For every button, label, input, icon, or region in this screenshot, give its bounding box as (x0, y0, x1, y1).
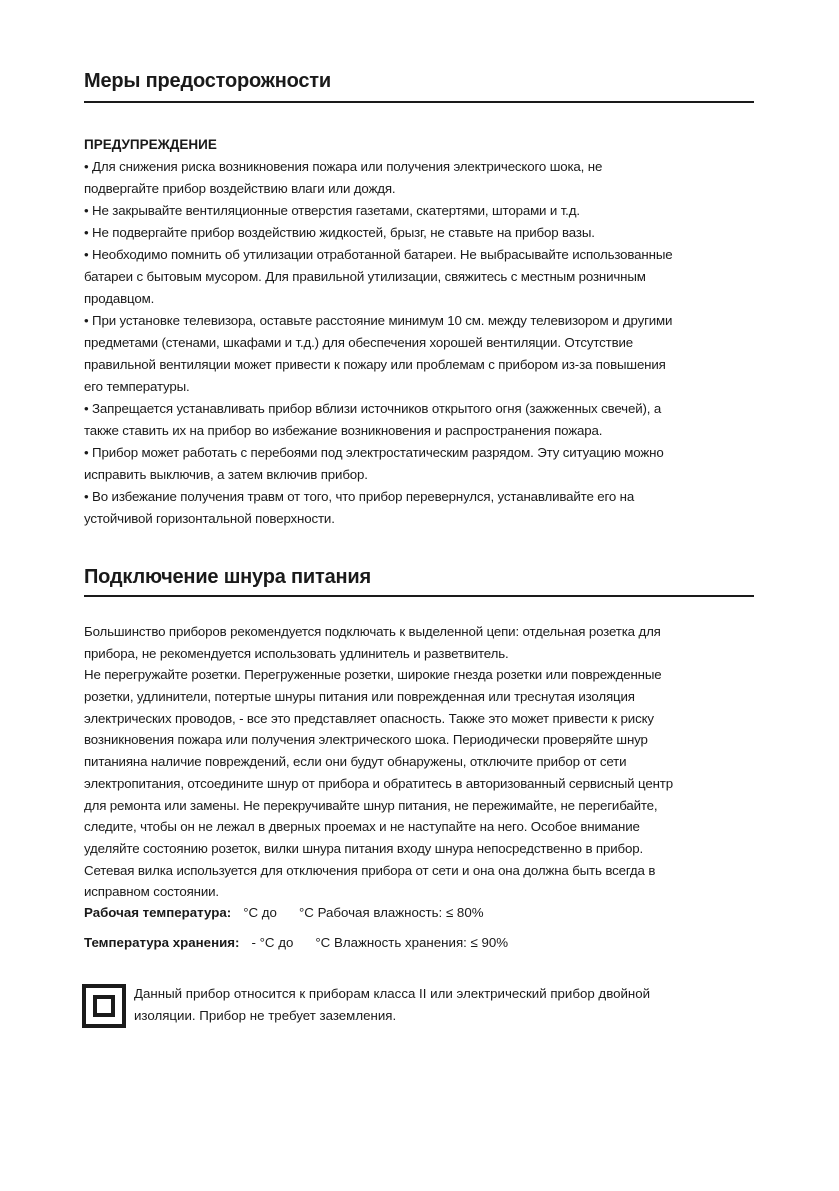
warning-item-line: • Не подвергайте прибор воздействию жидкостей, брызг, не ставьте на прибор вазы. (84, 225, 595, 240)
warning-item-line: продавцом. (84, 291, 155, 306)
warning-item-line: подвергайте прибор воздействию влаги или дождя. (84, 181, 396, 196)
section-title-power-cord: Подключение шнура питания (84, 566, 371, 588)
warning-item-line: его температуры. (84, 379, 190, 394)
warning-item (84, 310, 672, 398)
paragraph-line: Сетевая вилка используется для отключения прибора от сети и она она должна быть всегда в (84, 862, 656, 878)
warning-item (84, 442, 672, 486)
warning-item-line: • Прибор может работать с перебоями под электростатическим разрядом. Эту ситуацию можно (84, 445, 664, 460)
note-line: Данный прибор относится к приборам класса II или электрический прибор двойной (134, 986, 651, 1001)
operating-temperature-to: °C Рабочая влажность: ≤ 80% (298, 905, 484, 920)
warning-item (84, 244, 672, 310)
paragraph-line: прибора, не рекомендуется использовать удлинитель и разветвитель. (84, 645, 509, 661)
warning-list (84, 156, 672, 530)
storage-temperature-label: Температура хранения: (84, 935, 240, 950)
paragraph-line: электропитания, отсоедините шнур от прибора и обратитесь в авторизованный сервисный центр (84, 775, 673, 791)
paragraph-line: питанияна наличие повреждений, если они будут обнаружены, отключите прибор от сети (84, 754, 627, 770)
warning-item-line: батареи с бытовым мусором. Для правильной утилизации, свяжитесь с местным розничным (84, 269, 646, 284)
storage-temperature (84, 935, 508, 950)
warning-item (84, 156, 672, 200)
paragraph-line: Не перегружайте розетки. Перегруженные розетки, широкие гнезда розетки или поврежденные (84, 667, 662, 683)
paragraph-line: возникновения пожара или получения электрического шока. Периодически проверяйте шнур (84, 732, 648, 748)
warning-item-line: • При установке телевизора, оставьте расстояние минимум 10 см. между телевизором и другими (84, 313, 673, 328)
warning-item-line: • Во избежание получения травм от того, что прибор перевернулся, устанавливайте его на (84, 489, 635, 504)
warning-item (84, 200, 672, 222)
warning-item-line: • Не закрывайте вентиляционные отверстия газетами, скатертями, шторами и т.д. (84, 203, 580, 218)
warning-item-line: исправить выключив, а затем включив прибор. (84, 467, 368, 482)
warning-item-line: устойчивой горизонтальной поверхности. (84, 511, 335, 526)
storage-temperature-to: °C Влажность хранения: ≤ 90% (315, 935, 509, 950)
warning-item-line: правильной вентиляции может привести к пожару или проблемам с прибором из-за повышения (84, 357, 666, 372)
paragraph-line: электрических проводов, - все это представляет опасность. Также это может привести к риску (84, 710, 654, 726)
warning-item (84, 222, 672, 244)
paragraph-line: уделяйте состоянию розеток, вилки шнура питания входу шнура непосредственно в прибор. (84, 840, 644, 856)
paragraph-line: для ремонта или замены. Не перекручивайте шнур питания, не пережимайте, не перегибайте, (84, 797, 658, 813)
paragraph-line: розетки, удлинители, потертые шнуры питания или поврежденная или треснутая изоляция (84, 689, 635, 705)
warning-item-line: предметами (стенами, шкафами и т.д.) для обеспечения хорошей вентиляции. Отсутствие (84, 335, 634, 350)
warning-item-line: • Необходимо помнить об утилизации отработанной батареи. Не выбрасывайте использованные (84, 247, 673, 262)
warning-item (84, 486, 672, 530)
title-divider (84, 101, 754, 103)
warning-item-line: • Для снижения риска возникновения пожара или получения электрического шока, не (84, 159, 603, 174)
operating-temperature-label: Рабочая температура: (84, 905, 232, 920)
storage-temperature-from: - °C до (251, 935, 294, 950)
warning-item (84, 398, 672, 442)
class-ii-double-insulation-icon (82, 984, 126, 1028)
section-divider (84, 595, 754, 597)
paragraph-line: следите, чтобы он не лежал в дверных проемах и не наступайте на него. Особое внимание (84, 819, 640, 835)
class-ii-note (134, 983, 650, 1027)
warning-heading: ПРЕДУПРЕЖДЕНИЕ (84, 137, 217, 152)
power-cord-paragraph (84, 621, 673, 903)
warning-item-line: также ставить их на прибор во избежание возникновения и распространения пожара. (84, 423, 603, 438)
page-title: Меры предосторожности (84, 70, 331, 92)
note-line: изоляции. Прибор не требует заземления. (134, 1008, 397, 1023)
paragraph-line: Большинство приборов рекомендуется подключать к выделенной цепи: отдельная розетка для (84, 624, 661, 639)
operating-temperature-from: °C до (243, 905, 277, 920)
warning-item-line: • Запрещается устанавливать прибор вблизи источников открытого огня (зажженных свечей), а (84, 401, 662, 416)
paragraph-line: исправном состоянии. (84, 884, 219, 900)
operating-temperature (84, 905, 484, 920)
